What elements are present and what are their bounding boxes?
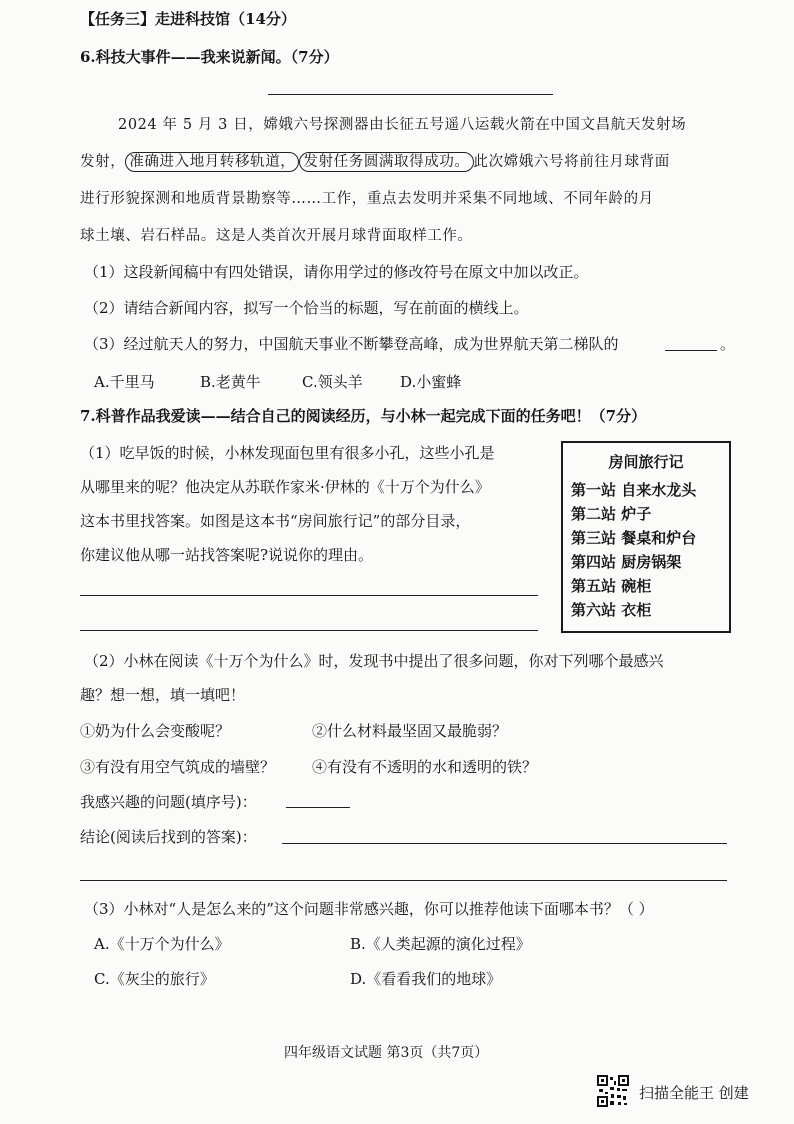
q6-para-line2	[80, 150, 670, 171]
q6-title-blank[interactable]	[268, 94, 553, 95]
q6-para-line1: 2024 年 5 月 3 日，嫦娥六号探测器由长征五号遥八运载火箭在中国文昌航天发射场	[118, 117, 687, 133]
q6-para-l2-end: 此次嫦娥六号将前往月球背面	[473, 154, 670, 170]
q7-sub3: （3）小林对“人是怎么来的”这个问题非常感兴趣，你可以推荐他读下面哪本书？（ ）	[84, 900, 654, 918]
task-title: 走进科技馆（14分）	[155, 10, 296, 28]
q7-interest-blank[interactable]	[286, 807, 350, 808]
q6-sub3-end: 。	[720, 335, 736, 353]
toc-station-2: 第二站 炉子	[571, 505, 652, 523]
q6-option-c[interactable]: C.领头羊	[302, 373, 363, 391]
q7-question-4: ④有没有不透明的水和透明的铁？	[312, 758, 538, 776]
q6-sub3-blank[interactable]	[665, 350, 717, 351]
toc-station-6: 第六站 衣柜	[571, 601, 652, 619]
q7-conclusion-label: 结论(阅读后找到的答案)：	[80, 828, 257, 846]
q7-sub1-answer-line1[interactable]	[80, 595, 538, 596]
q7-question-2: ②什么材料最坚固又最脆弱？	[312, 722, 508, 740]
q7-sub1-line1: （1）吃早饭的时候，小林发现面包里有很多小孔，这些小孔是	[80, 444, 495, 462]
q7-sub1-answer-line2[interactable]	[80, 630, 538, 631]
q6-para-line4: 球土壤、岩石样品。这是人类首次开展月球背面取样工作。	[80, 228, 473, 244]
q7-conclusion-blank-1[interactable]	[282, 843, 727, 844]
q6-sub2: （2）请结合新闻内容，拟写一个恰当的标题，写在前面的横线上。	[84, 299, 529, 317]
qr-code-icon	[597, 1075, 629, 1107]
task-bracket: 【任务三】	[80, 10, 156, 28]
circled-phrase-1: 准确进入地月转移轨道，	[125, 152, 299, 172]
q7-sub2-line1: （2）小林在阅读《十万个为什么》时，发现书中提出了很多问题，你对下列哪个最感兴	[84, 652, 664, 670]
page-footer: 四年级语文试题 第3页（共7页）	[284, 1045, 489, 1061]
toc-station-4: 第四站 厨房锅架	[571, 553, 682, 571]
circled-phrase-2: 发射任务圆满取得成功。	[299, 152, 473, 172]
q7-interest-label: 我感兴趣的问题(填序号)：	[80, 793, 257, 811]
q7-book-a[interactable]: A.《十万个为什么》	[94, 935, 230, 953]
q7-title: 7.科普作品我爱读——结合自己的阅读经历，与小林一起完成下面的任务吧！（7分）	[80, 407, 647, 425]
q7-sub1-line2: 从哪里来的呢？他决定从苏联作家米·伊林的《十万个为什么》	[80, 478, 490, 496]
toc-station-3: 第三站 餐桌和炉台	[571, 529, 697, 547]
q6-option-a[interactable]: A.千里马	[94, 373, 155, 391]
q6-option-b[interactable]: B.老黄牛	[200, 373, 261, 391]
q6-title: 6.科技大事件——我来说新闻。（7分）	[80, 48, 339, 66]
q7-question-1: ①奶为什么会变酸呢？	[80, 722, 231, 740]
q7-sub1-line3: 这本书里找答案。如图是这本书“房间旅行记”的部分目录，	[80, 512, 471, 530]
toc-station-1: 第一站 自来水龙头	[571, 481, 697, 499]
q7-book-d[interactable]: D.《看看我们的地球》	[350, 970, 502, 988]
table-of-contents-box	[561, 441, 731, 633]
q7-book-b[interactable]: B.《人类起源的演化过程》	[350, 935, 531, 953]
q6-sub3: （3）经过航天人的努力，中国航天事业不断攀登高峰，成为世界航天第二梯队的	[84, 335, 619, 353]
q7-book-c[interactable]: C.《灰尘的旅行》	[94, 970, 215, 988]
q6-para-l2-start: 发射，	[80, 154, 126, 170]
toc-title: 房间旅行记	[608, 453, 684, 471]
q7-question-3: ③有没有用空气筑成的墙壁？	[80, 758, 276, 776]
q7-sub1-line4: 你建议他从哪一站找答案呢?说说你的理由。	[80, 546, 374, 564]
toc-station-5: 第五站 碗柜	[571, 577, 652, 595]
q6-sub1: （1）这段新闻稿中有四处错误，请你用学过的修改符号在原文中加以改正。	[84, 263, 589, 281]
task-header	[80, 8, 296, 29]
q6-option-d[interactable]: D.小蜜蜂	[400, 373, 462, 391]
q7-sub2-line2: 趣？想一想，填一填吧！	[80, 686, 246, 704]
scanner-watermark: 扫描全能王 创建	[639, 1084, 749, 1102]
q7-conclusion-blank-2[interactable]	[80, 880, 727, 881]
q6-para-line3: 进行形貌探测和地质背景勘察等……工作，重点去发明并采集不同地域、不同年龄的月	[80, 191, 654, 207]
